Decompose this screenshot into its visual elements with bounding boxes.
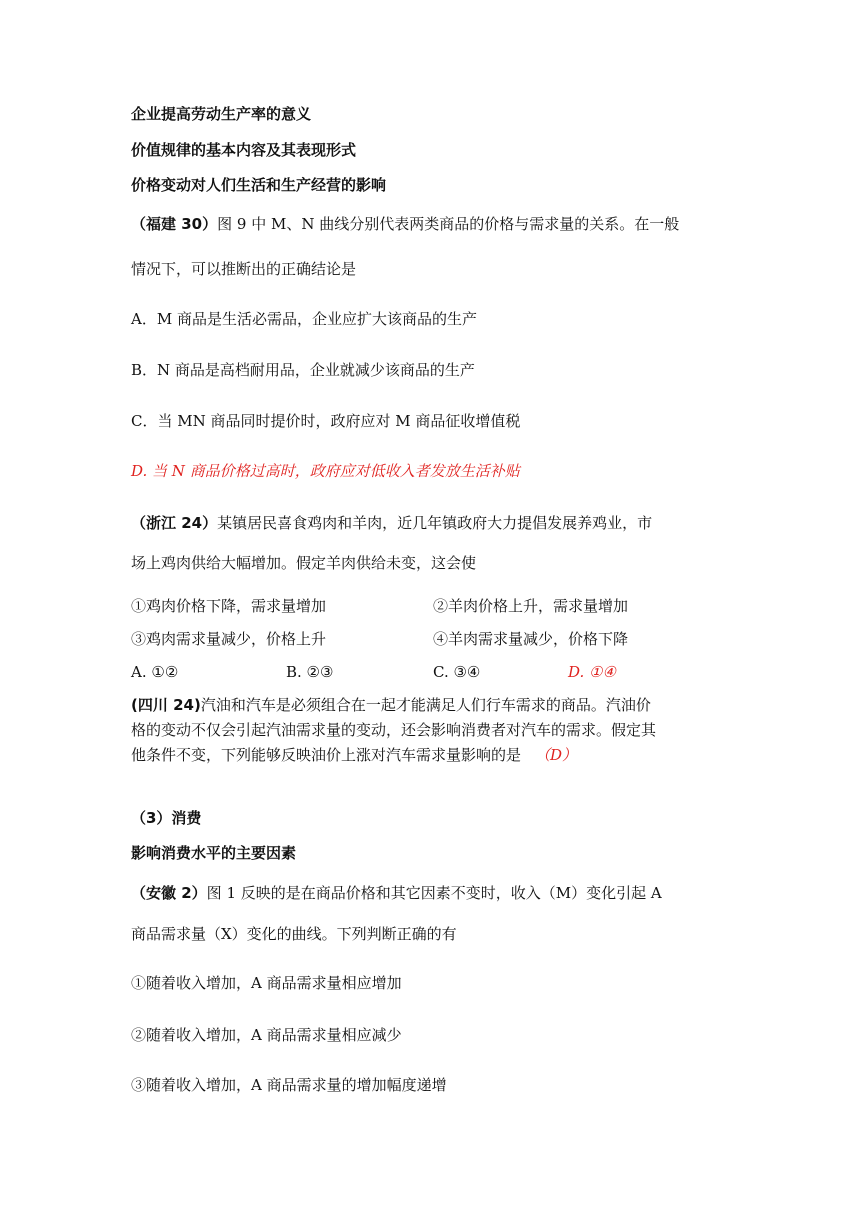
question-text: 某镇居民喜食鸡肉和羊肉，近几年镇政府大力提倡发展养鸡业，市: [217, 514, 653, 532]
question-source: （福建 30）: [131, 215, 218, 233]
question-fujian-stem: [131, 214, 679, 234]
option-a: A．M 商品是生活必需品，企业应扩大该商品的生产: [131, 310, 477, 328]
option-c: C. ③④: [433, 663, 481, 681]
question-text: 图 9 中 M、N 曲线分别代表两类商品的价格与需求量的关系。在一般: [217, 215, 680, 233]
question-anhui-stem: [131, 883, 662, 903]
option-b: B．N 商品是高档耐用品，企业就减少该商品的生产: [131, 361, 475, 379]
question-zhejiang-stem: [131, 513, 652, 533]
question-text: 图 1 反映的是在商品价格和其它因素不变时，收入（M）变化引起 A: [206, 884, 662, 902]
option-d-answer: D. ①④: [568, 663, 616, 681]
question-sichuan-line2: 格的变动不仅会引起汽油需求量的变动，还会影响消费者对汽车的需求。假定其: [131, 721, 657, 739]
statement-3: ③鸡肉需求量减少，价格上升: [131, 630, 327, 648]
option-b: B. ②③: [286, 663, 334, 681]
question-source: （浙江 24）: [131, 514, 218, 532]
option-a: A. ①②: [131, 663, 179, 681]
statement-4: ④羊肉需求量减少，价格下降: [433, 630, 629, 648]
statement-1: ①随着收入增加，A 商品需求量相应增加: [131, 974, 402, 992]
question-sichuan-line3: [131, 745, 577, 765]
heading-price-change-impact: 价格变动对人们生活和生产经营的影响: [131, 176, 387, 194]
statement-2: ②随着收入增加，A 商品需求量相应减少: [131, 1026, 402, 1044]
question-anhui-stem-cont: 商品需求量（X）变化的曲线。下列判断正确的有: [131, 925, 457, 943]
statement-1: ①鸡肉价格下降，需求量增加: [131, 597, 327, 615]
question-fujian-stem-cont: 情况下，可以推断出的正确结论是: [131, 260, 357, 278]
question-zhejiang-stem-cont: 场上鸡肉供给大幅增加。假定羊肉供给未变，这会使: [131, 554, 477, 572]
answer-label: （D）: [535, 746, 578, 764]
option-d-answer: D. 当 N 商品价格过高时，政府应对低收入者发放生活补贴: [131, 462, 520, 480]
statement-2: ②羊肉价格上升，需求量增加: [433, 597, 629, 615]
option-c: C．当 MN 商品同时提价时，政府应对 M 商品征收增值税: [131, 412, 521, 430]
question-text: 汽油和汽车是必须组合在一起才能满足人们行车需求的商品。汽油价: [200, 696, 651, 714]
question-source: （安徽 2）: [131, 884, 207, 902]
question-text: 他条件不变，下列能够反映油价上涨对汽车需求量影响的是: [131, 746, 522, 764]
section-title: （3）消费: [131, 809, 202, 827]
section-subheading: 影响消费水平的主要因素: [131, 844, 297, 862]
heading-law-of-value: 价值规律的基本内容及其表现形式: [131, 141, 357, 159]
question-source: (四川 24): [131, 696, 201, 714]
statement-3: ③随着收入增加，A 商品需求量的增加幅度递增: [131, 1076, 447, 1094]
heading-labor-productivity: 企业提高劳动生产率的意义: [131, 105, 312, 123]
question-sichuan-line1: [131, 695, 651, 715]
